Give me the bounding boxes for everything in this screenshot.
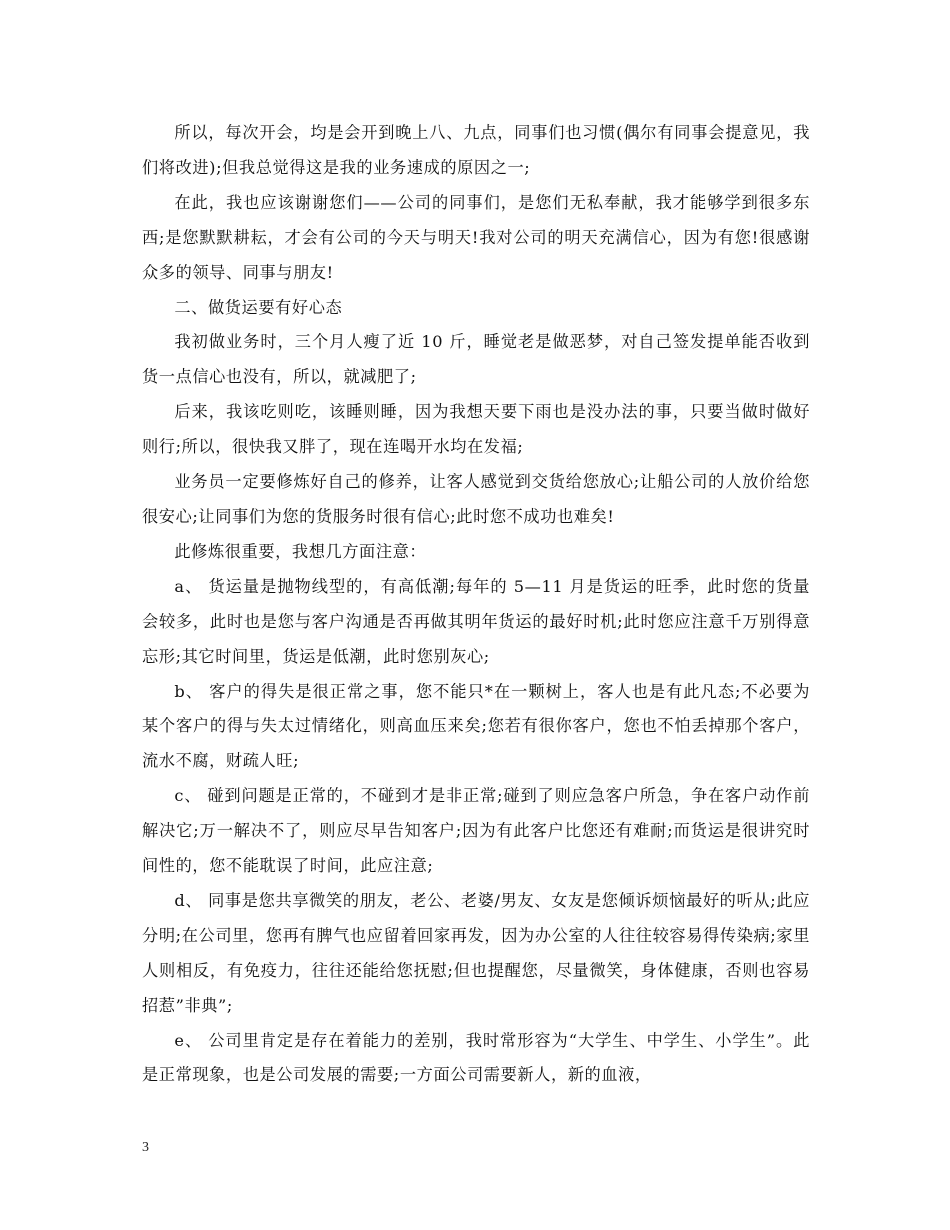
section-heading: 二、做货运要有好心态: [174, 297, 343, 317]
paragraph: 在此，我也应该谢谢您们——公司的同事们，是您们无私奉献，我才能够学到很多东西;是您默默耕耘，才会有公司的今天与明天!我对公司的明天充满信心，因为有您!很感谢众多的领导、同事与朋友!: [142, 192, 810, 282]
document-body: [142, 116, 810, 1093]
paragraph: 所以，每次开会，均是会开到晚上八、九点，同事们也习惯(偶尔有同事会提意见，我们将改进);但我总觉得这是我的业务速成的原因之一;: [142, 123, 810, 177]
paragraph: 我初做业务时，三个月人瘦了近 10 斤，睡觉老是做恶梦，对自己签发提单能否收到货一点信心也没有，所以，就减肥了;: [142, 332, 810, 387]
list-item-b: b、 客户的得失是很正常之事，您不能只*在一颗树上，客人也是有此凡态;不必要为某个客户的得与失太过情绪化，则高血压来矣;您若有很你客户，您也不怕丢掉那个客户，流水不腐，财疏人旺;: [142, 681, 810, 771]
paragraph: 业务员一定要修炼好自己的修养，让客人感觉到交货给您放心;让船公司的人放价给您很安心;让同事们为您的货服务时很有信心;此时您不成功也难矣!: [142, 472, 810, 526]
list-item-a: a、 货运量是抛物线型的，有高低潮;每年的 5—11 月是货运的旺季，此时您的货量会较多，此时也是您与客户沟通是否再做其明年货运的最好时机;此时您应注意千万别得意忘形;其它时间里，货运是低潮，此时您别灰心;: [142, 576, 810, 666]
list-item-d: d、 同事是您共享微笑的朋友，老公、老婆/男友、女友是您倾诉烦恼最好的听从;此应分明;在公司里，您再有脾气也应留着回家再发，因为办公室的人往往较容易得传染病;家里人则相反，有免疫力，往往还能给您抚慰;但也提醒您，尽量微笑，身体健康，否则也容易招惹”非典”;: [142, 890, 810, 1015]
paragraph: 此修炼很重要，我想几方面注意：: [174, 541, 427, 561]
list-item-e: e、 公司里肯定是存在着能力的差别，我时常形容为“大学生、中学生、小学生”。此是正常现象，也是公司发展的需要;一方面公司需要新人，新的血液，: [142, 1030, 810, 1085]
list-item-c: c、 碰到问题是正常的，不碰到才是非正常;碰到了则应急客户所急，争在客户动作前解决它;万一解决不了，则应尽早告知客户;因为有此客户比您还有难耐;而货运是很讲究时间性的，您不能耽误了时间，此应注意;: [142, 786, 810, 876]
paragraph: 后来，我该吃则吃，该睡则睡，因为我想天要下雨也是没办法的事，只要当做时做好则行;所以，很快我又胖了，现在连喝开水均在发福;: [142, 402, 810, 457]
page-number: 3: [142, 1140, 149, 1155]
